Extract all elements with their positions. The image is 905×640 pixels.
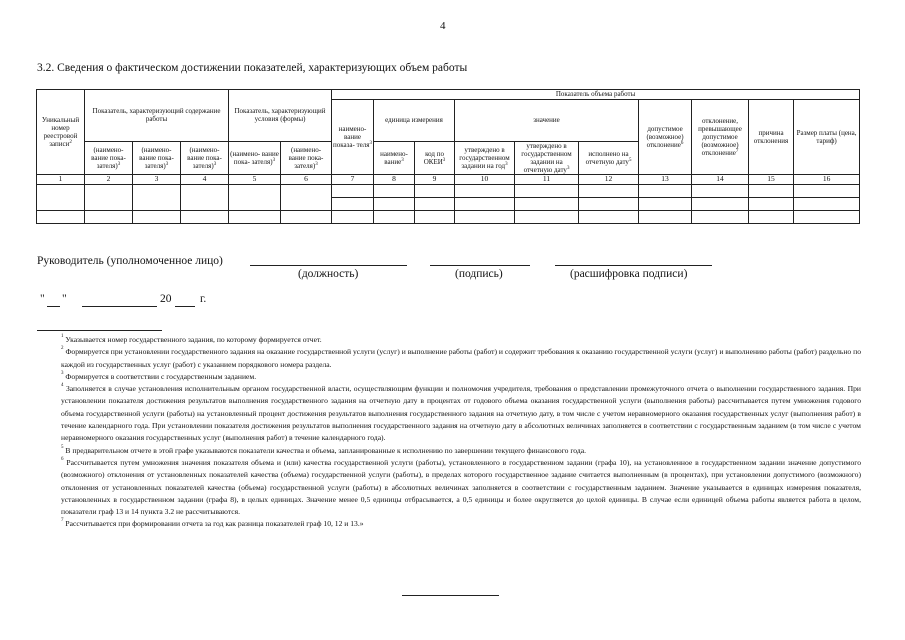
empty-cell — [37, 185, 85, 211]
empty-cell — [749, 211, 794, 224]
footnote-6: $^6$ Рассчитывается путем умножения значения показателя объема и (или) качества государственной услуги (работы), установленного в государственном задании (графа 10), на установленное в государственном задании значение допустимого (возможного) отклонения от установленных показателей качества (объема) государственной услуги (работы), в пределах которого государственное задание считается выполненным (в процентах), при установлении допустимого (возможного) отклонения от установленных показателей качества (объема) государственной услуги (работы) в абсолютных величинах заполняется в соответствии с государственным заданием. Значение указывается в единицах измерения показателя, установленных в государственном задании (графа 8), в целых единицах. Значение менее 0,5 единицы отбрасывается, а 0,5 единицы и более округляется до целой единицы. В случае если единицей объема работы является работа в целом, показатели граф 13 и 14 пункта 3.2 не рассчитываются. — [61, 456, 861, 517]
header-volume-group: Показатель объема работы — [332, 90, 860, 100]
decoding-line — [555, 264, 712, 266]
empty-cell — [455, 185, 515, 198]
empty-cell — [133, 185, 181, 211]
empty-cell — [415, 198, 455, 211]
header-executed: исполнено на отчетную дату$^5$ — [579, 141, 639, 174]
footnote-5: $^5$ В предварительном отчете в этой графе указываются показатели качества и объема, запланированные к исполнению по завершении текущего финансового года. — [61, 444, 586, 455]
column-number: 3 — [133, 175, 181, 185]
empty-cell — [181, 211, 229, 224]
page-number: 4 — [440, 20, 446, 32]
column-number: 7 — [332, 175, 374, 185]
empty-cell — [794, 198, 860, 211]
footnote-7: $^7$ Рассчитывается при формировании отчета за год как разница показателей граф 10, 12 и 13.» — [61, 518, 364, 529]
empty-cell — [181, 185, 229, 211]
empty-cell — [374, 211, 415, 224]
header-value-group: значение — [455, 100, 639, 142]
empty-cell — [692, 185, 749, 198]
year-line — [175, 305, 195, 307]
empty-cell — [639, 185, 692, 198]
month-line — [82, 305, 157, 307]
column-number: 2 — [85, 175, 133, 185]
empty-cell — [692, 198, 749, 211]
head-label: Руководитель (уполномоченное лицо) — [37, 255, 223, 267]
column-number: 4 — [181, 175, 229, 185]
header-condition-name-1: (наимено- вание пока- зателя)$^3$ — [229, 141, 281, 174]
header-indicator-name: наимено- вание показа- теля$^3$ — [332, 100, 374, 175]
column-number: 13 — [639, 175, 692, 185]
empty-cell — [794, 211, 860, 224]
column-number: 16 — [794, 175, 860, 185]
empty-cell — [332, 185, 374, 198]
footnote-3: $^3$ Формируется в соответствии с государственным заданием. — [61, 370, 257, 381]
header-content-name-1: (наимено- вание пока- зателя)$^3$ — [85, 141, 133, 174]
empty-cell — [374, 198, 415, 211]
header-unit-group: единица измерения — [374, 100, 455, 142]
column-number: 11 — [515, 175, 579, 185]
empty-cell — [749, 185, 794, 198]
footnote-4: $^4$ Заполняется в случае установления исполнительным органом государственной власти, осуществляющим функции и полномочия учредителя, требования о представлении промежуточного отчета о выполнении государственного задания. При установлении показателя достижения результатов выполнения государственного задания на отчетную дату в процентах от годового объема оказания государственной услуги (выполнения работы) рассчитывается путем умножения годового объема государственной услуги (работы) на установленный процент достижения результатов выполнения государственного задания на отчетную дату, в том числе с учетом неравномерного оказания государственных услуг (выполнения работ) в течение календарного года. При установлении показателя достижения результатов выполнения государственного задания на отчетную дату в абсолютных величинах заполняется в соответствии с государственным заданием (в том числе с учетом неравномерного оказания государственных услуг (выполнения работ) в течение календарного года). — [61, 383, 861, 443]
column-number: 6 — [281, 175, 332, 185]
date-quote-open: " — [40, 293, 45, 305]
header-condition-name-2: (наимено- вание пока- зателя)$^3$ — [281, 141, 332, 174]
signature-line — [430, 264, 530, 266]
empty-cell — [579, 185, 639, 198]
table-row — [37, 211, 860, 224]
section-title: 3.2. Сведения о фактическом достижении показателей, характеризующих объем работы — [37, 62, 468, 74]
empty-cell — [281, 185, 332, 211]
empty-cell — [332, 198, 374, 211]
empty-cell — [415, 185, 455, 198]
empty-cell — [515, 198, 579, 211]
empty-cell — [639, 198, 692, 211]
empty-cell — [749, 198, 794, 211]
header-fee: Размер платы (цена, тариф) — [794, 100, 860, 175]
column-number: 5 — [229, 175, 281, 185]
header-unit-name: наимено- вание$^3$ — [374, 141, 415, 174]
volume-indicators-table — [36, 89, 860, 224]
table-row — [37, 185, 860, 198]
header-content-name-2: (наимено- вание пока- зателя)$^3$ — [133, 141, 181, 174]
empty-cell — [281, 211, 332, 224]
year-prefix: 20 — [160, 293, 172, 305]
header-okei-code: код по ОКЕИ$^3$ — [415, 141, 455, 174]
header-deviation-reason: причина отклонения — [749, 100, 794, 175]
empty-cell — [515, 185, 579, 198]
empty-cell — [229, 211, 281, 224]
empty-cell — [332, 211, 374, 224]
empty-cell — [85, 185, 133, 211]
date-quote-close: " — [62, 293, 67, 305]
position-label: (должность) — [298, 268, 359, 280]
empty-cell — [374, 185, 415, 198]
column-number: 15 — [749, 175, 794, 185]
column-number: 14 — [692, 175, 749, 185]
empty-cell — [794, 185, 860, 198]
footnote-2: $^2$ Формируется при установлении государственного задания на оказание государственной услуги (услуг) и выполнение работы (работ) и содержит требования к оказанию государственной услуги (услуг) и выполнению работы (работ) раздельно по каждой из государственных услуг (работ) с указанием порядкового номера раздела. — [61, 346, 861, 369]
empty-cell — [579, 198, 639, 211]
empty-cell — [692, 211, 749, 224]
day-line — [47, 305, 60, 307]
empty-cell — [415, 211, 455, 224]
column-number: 10 — [455, 175, 515, 185]
header-content-group: Показатель, характеризующий содержание работы — [85, 90, 229, 142]
header-approved-date: утверждено в государственном задании на отчетную дату$^3$ — [515, 141, 579, 174]
empty-cell — [579, 211, 639, 224]
end-separator — [402, 594, 499, 596]
empty-cell — [455, 198, 515, 211]
footnotes — [37, 334, 861, 531]
position-line — [250, 264, 407, 266]
header-content-name-3: (наимено- вание пока- зателя)$^3$ — [181, 141, 229, 174]
date-field — [40, 293, 220, 309]
empty-cell — [515, 211, 579, 224]
empty-cell — [455, 211, 515, 224]
header-allowed-deviation: допустимое (возможное) отклонение$^6$ — [639, 100, 692, 175]
header-approved-year: утверждено в государственном задании на год$^3$ — [455, 141, 515, 174]
empty-cell — [37, 211, 85, 224]
year-suffix: г. — [200, 293, 207, 305]
empty-cell — [229, 185, 281, 211]
empty-cell — [133, 211, 181, 224]
decoding-label: (расшифровка подписи) — [570, 268, 688, 280]
header-unique-number: Уникальный номер реестровой записи$^2$ — [37, 90, 85, 175]
column-number: 12 — [579, 175, 639, 185]
column-numbers-row — [37, 175, 860, 185]
empty-cell — [85, 211, 133, 224]
column-number: 1 — [37, 175, 85, 185]
signature-label: (подпись) — [455, 268, 503, 280]
header-excess-deviation: отклонение, превышающее допустимое (возможное) отклонение$^7$ — [692, 100, 749, 175]
column-number: 8 — [374, 175, 415, 185]
empty-cell — [639, 211, 692, 224]
header-conditions-group: Показатель, характеризующий условия (формы) — [229, 90, 332, 142]
footnote-1: $^1$ Указывается номер государственного задания, по которому формируется отчет. — [61, 334, 322, 344]
footnote-separator — [37, 329, 162, 331]
column-number: 9 — [415, 175, 455, 185]
